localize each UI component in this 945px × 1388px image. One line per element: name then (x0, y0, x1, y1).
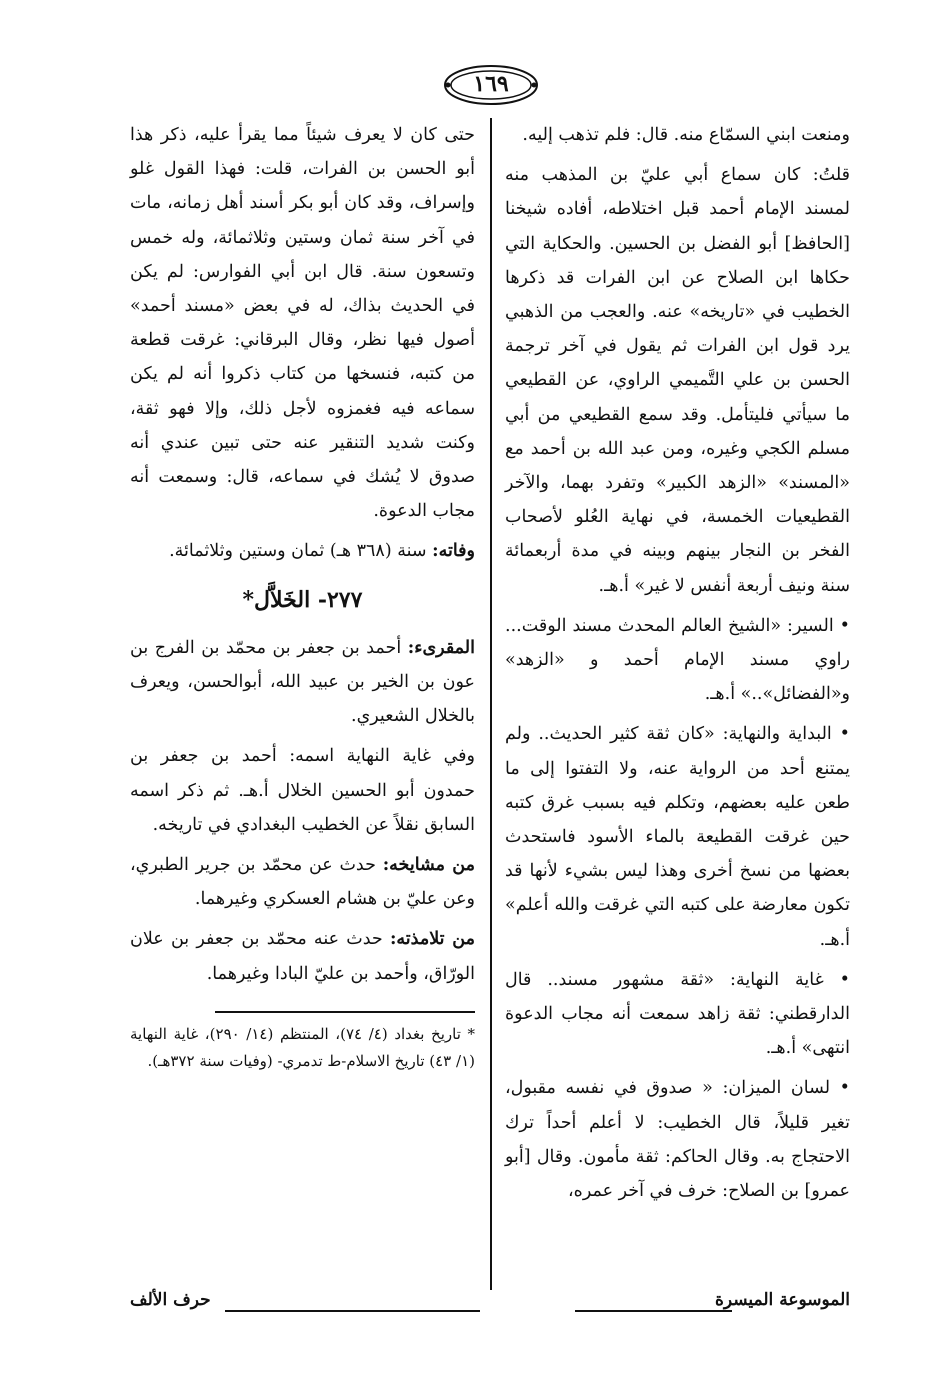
footnote-rule (215, 1011, 475, 1013)
left-column (130, 118, 475, 1075)
footer-rule (225, 1310, 480, 1312)
entry-text: وفي غاية النهاية اسمه: أحمد بن جعفر بن حمدون أبو الحسين الخلال أ.هـ. ثم ذكر اسمه السابق نقلاً عن الخطيب البغدادي في تاريخه. (130, 746, 475, 835)
right-paragraph: ومنعت ابني السمّاع منه. قال: فلم تذهب إليه. (522, 125, 850, 145)
page-footer (130, 1288, 850, 1320)
entry-text: حدث عن محمّد بن جرير الطبري، وعن عليّ بن هشام العسكري وغيرهما. (130, 855, 475, 910)
page-number-ornament (442, 62, 540, 108)
footnote: * تاريخ بغداد (٤/ ٧٤)، المنتظم (١٤/ ٢٩٠)، غاية النهاية (١/ ٤٣) تاريخ الاسلام-ط تدمري- (وفيات سنة ٣٧٢هـ). (130, 1024, 476, 1070)
right-paragraph: • لسان الميزان: « صدوق في نفسه مقبول، تغير قليلاً، قال الخطيب: لا أعلم أحداً ترك الاحتجاج به. وقال الحاكم: ثقة مأمون. وقال [أبو عمرو] بن الصلاح: خرف في آخر عمره، (505, 1078, 850, 1202)
entry-paragraph (130, 848, 475, 916)
column-divider (490, 118, 492, 1290)
entry-label: المقرىء: (407, 637, 475, 658)
death-label: وفاته: (432, 541, 475, 562)
entry-text: أحمد بن جعفر بن محمّد بن الفرج بن عون بن الخير بن عبيد الله، أبوالحسن، ويعرف بالخلال الشعيري. (130, 637, 475, 727)
page-number: ١٦٩ (473, 71, 509, 97)
right-paragraph: قلتُ: كان سماع أبي عليّ بن المذهب منه لمسند الإمام أحمد قبل اختلاطه، أفاده شيخنا [الحافظ] أبو الفضل بن الحسين. والحكاية التي حكاها ابن الصلاح عن ابن الفرات قد ذكرها الخطيب في «تاريخه» عنه. والعجب من الذهبي يرد قول ابن الفرات ثم يقول في آخر ترجمة الحسن بن علي التَّميمي الراوي، عن القطيعي ما سيأتي فليتأمل. وقد سمع القطيعي من أبي مسلم الكجي وغيره، ومن عبد الله بن أحمد مع «المسند» «الزهد الكبير» وتفرد بهما، والآخر القطيعيات الخمسة، في نهاية العُلو لأصحاب الفخر بن النجار بينهم وبينه في مدة أربعمائة سنة ونيف أربعة أنفس لا غير» أ.هـ. (505, 165, 850, 596)
death-line (130, 534, 475, 568)
left-paragraph: حتى كان لا يعرف شيئاً مما يقرأ عليه، ذكر هذا أبو الحسن بن الفرات، قلت: فهذا القول غلو وإسراف، وقد كان أبو بكر أسند أهل زمانه، مات في آخر سنة ثمان وستين وثلاثمائة، وله خمس وتسعون سنة. قال ابن أبي الفوارس: لم يكن في الحديث بذاك، له في بعض «مسند أحمد» أصول فيها نظر، وقال البرقاني: غرقت قطعة من كتبه، فنسخها من كتاب ذكروا أنه لم يكن سماعه فيه فغمزوه لأجل ذلك، وإلا فهو ثقة، وكنت شديد التنقير عنه حتى تبين عندي أنه صدوق لا يُشك في سماعه، قال: وسمعت أنه مجاب الدعوة. (130, 125, 475, 522)
footer-book-title: الموسوعة الميسرة (714, 1290, 850, 1310)
right-paragraph: • غاية النهاية: «ثقة مشهور مسند.. قال الدارقطني: ثقة زاهد سمعت أنه مجاب الدعوة انتهى» أ.هـ. (505, 969, 850, 1059)
entry-label: من مشايخه: (382, 855, 475, 876)
entry-heading: ٢٧٧- الخَلاَّل* (242, 586, 363, 613)
right-paragraph: • البداية والنهاية: «كان ثقة كثير الحديث.. ولم يمتنع أحد من الرواية عنه، ولا التفتوا إلى ما طعن عليه بعضهم، وتكلم فيه بسبب غرق كتبه حين غرقت القطيعة بالماء الأسود فاستحدث بعضها من نسخ أخرى وهذا ليس بشيء لأنها قد تكون معارضة على كتبه التي غرقت والله أعلم» أ.هـ. (505, 724, 850, 950)
entry-label: من تلامذته: (389, 929, 475, 950)
right-paragraph: • السير: «الشيخ العالم المحدث مسند الوقت... راوي مسند الإمام أحمد و «الزهد» و«الفضائل»..» أ.هـ. (505, 615, 850, 705)
entry-text: حدث عنه محمّد بن جعفر بن علان الورّاق، وأحمد بن عليّ البادا وغيرهما. (130, 929, 475, 984)
entry-paragraph (130, 631, 475, 734)
right-column (505, 118, 850, 1208)
footer-rule (575, 1310, 732, 1312)
footer-section-title: حرف الألف (130, 1290, 211, 1310)
entry-paragraph (130, 922, 475, 990)
death-text: سنة (٣٦٨ هـ) ثمان وستين وثلاثمائة. (169, 541, 427, 562)
entry-paragraph (130, 739, 475, 842)
